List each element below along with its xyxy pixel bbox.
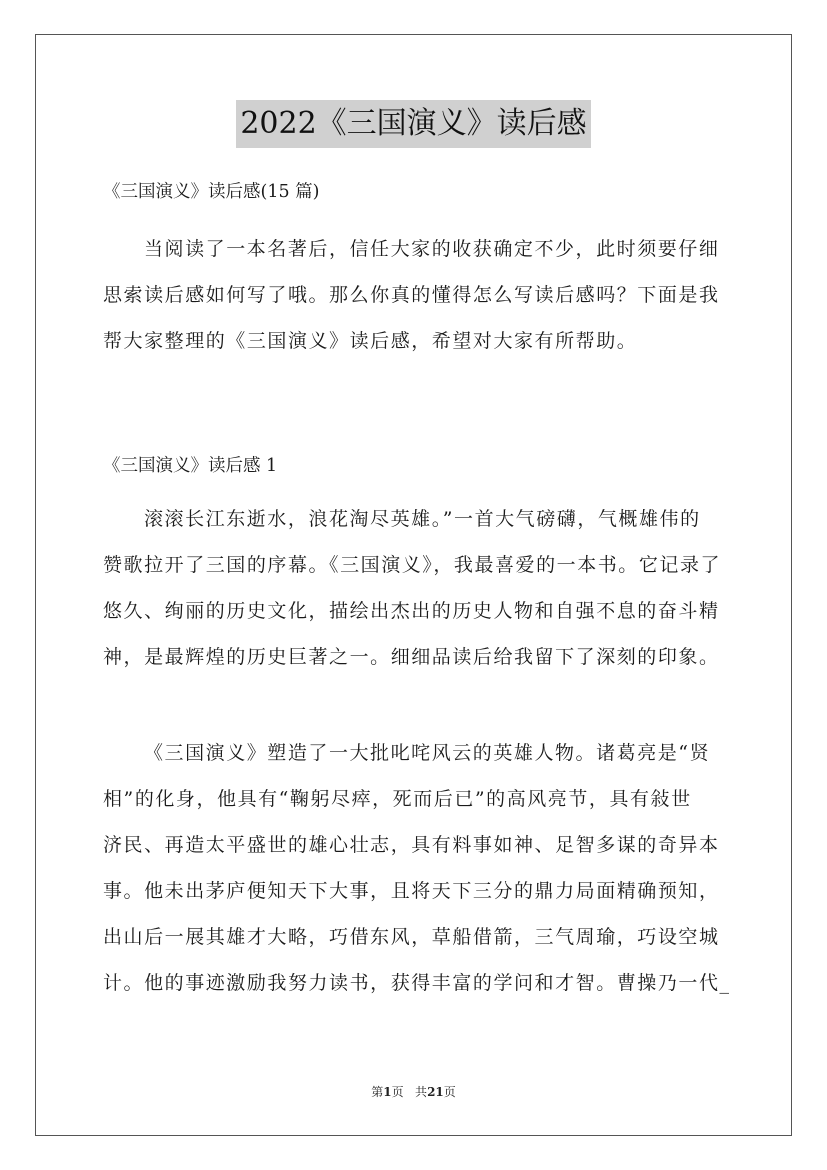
text-line: 《三国演义》塑造了一大批叱咤风云的英雄人物。诸葛亮是“贤 [144, 742, 711, 764]
page-prefix: 第 [371, 1085, 384, 1099]
text-line: 事。他未出茅庐便知天下大事，且将天下三分的鼎力局面精确预知， [103, 880, 720, 902]
page-footer [0, 1083, 827, 1101]
total-prefix: 共 [415, 1085, 428, 1099]
text-line: 悠久、绚丽的历史文化，描绘出杰出的历史人物和自强不息的奋斗精 [103, 600, 720, 622]
text-line: 出山后一展其雄才大略，巧借东风，草船借箭，三气周瑜，巧设空城 [103, 926, 720, 948]
text-line: 计。他的事迹激励我努力读书，获得丰富的学问和才智。曹操乃一代_ [103, 972, 731, 994]
text-line: 滚滚长江东逝水，浪花淘尽英雄。”一首大气磅礴，气概雄伟的 [144, 508, 701, 530]
total-unit: 页 [443, 1085, 456, 1099]
text-line: 相”的化身，他具有“鞠躬尽瘁，死而后已”的高风亮节，具有敍世 [103, 788, 692, 810]
title-container [0, 100, 827, 148]
text-line: 思索读后感如何写了哦。那么你真的懂得怎么写读后感吗？下面是我 [103, 284, 720, 306]
text-line: 济民、再造太平盛世的雄心壮志，具有料事如神、足智多谋的奇异本 [103, 834, 720, 856]
body-paragraph-2 [103, 730, 731, 1006]
text-line: 神，是最辉煌的历史巨著之一。细细品读后给我留下了深刻的印象。 [103, 646, 720, 668]
body-paragraph-1 [103, 496, 721, 680]
text-line: 帮大家整理的《三国演义》读后感，希望对大家有所帮助。 [103, 330, 638, 352]
text-line: 当阅读了一本名著后，信任大家的收获确定不少，此时须要仔细 [144, 238, 720, 260]
section-heading: 《三国演义》读后感 1 [103, 456, 278, 476]
intro-paragraph [103, 226, 720, 364]
document-title: 2022《三国演义》读后感 [236, 100, 590, 148]
page-unit: 页 [391, 1085, 404, 1099]
page-total: 21 [427, 1085, 444, 1099]
page-number: 1 [383, 1085, 392, 1099]
text-line: 赞歌拉开了三国的序幕。《三国演义》，我最喜爱的一本书。它记录了 [103, 554, 722, 576]
document-subtitle: 《三国演义》读后感(15 篇) [103, 182, 320, 202]
